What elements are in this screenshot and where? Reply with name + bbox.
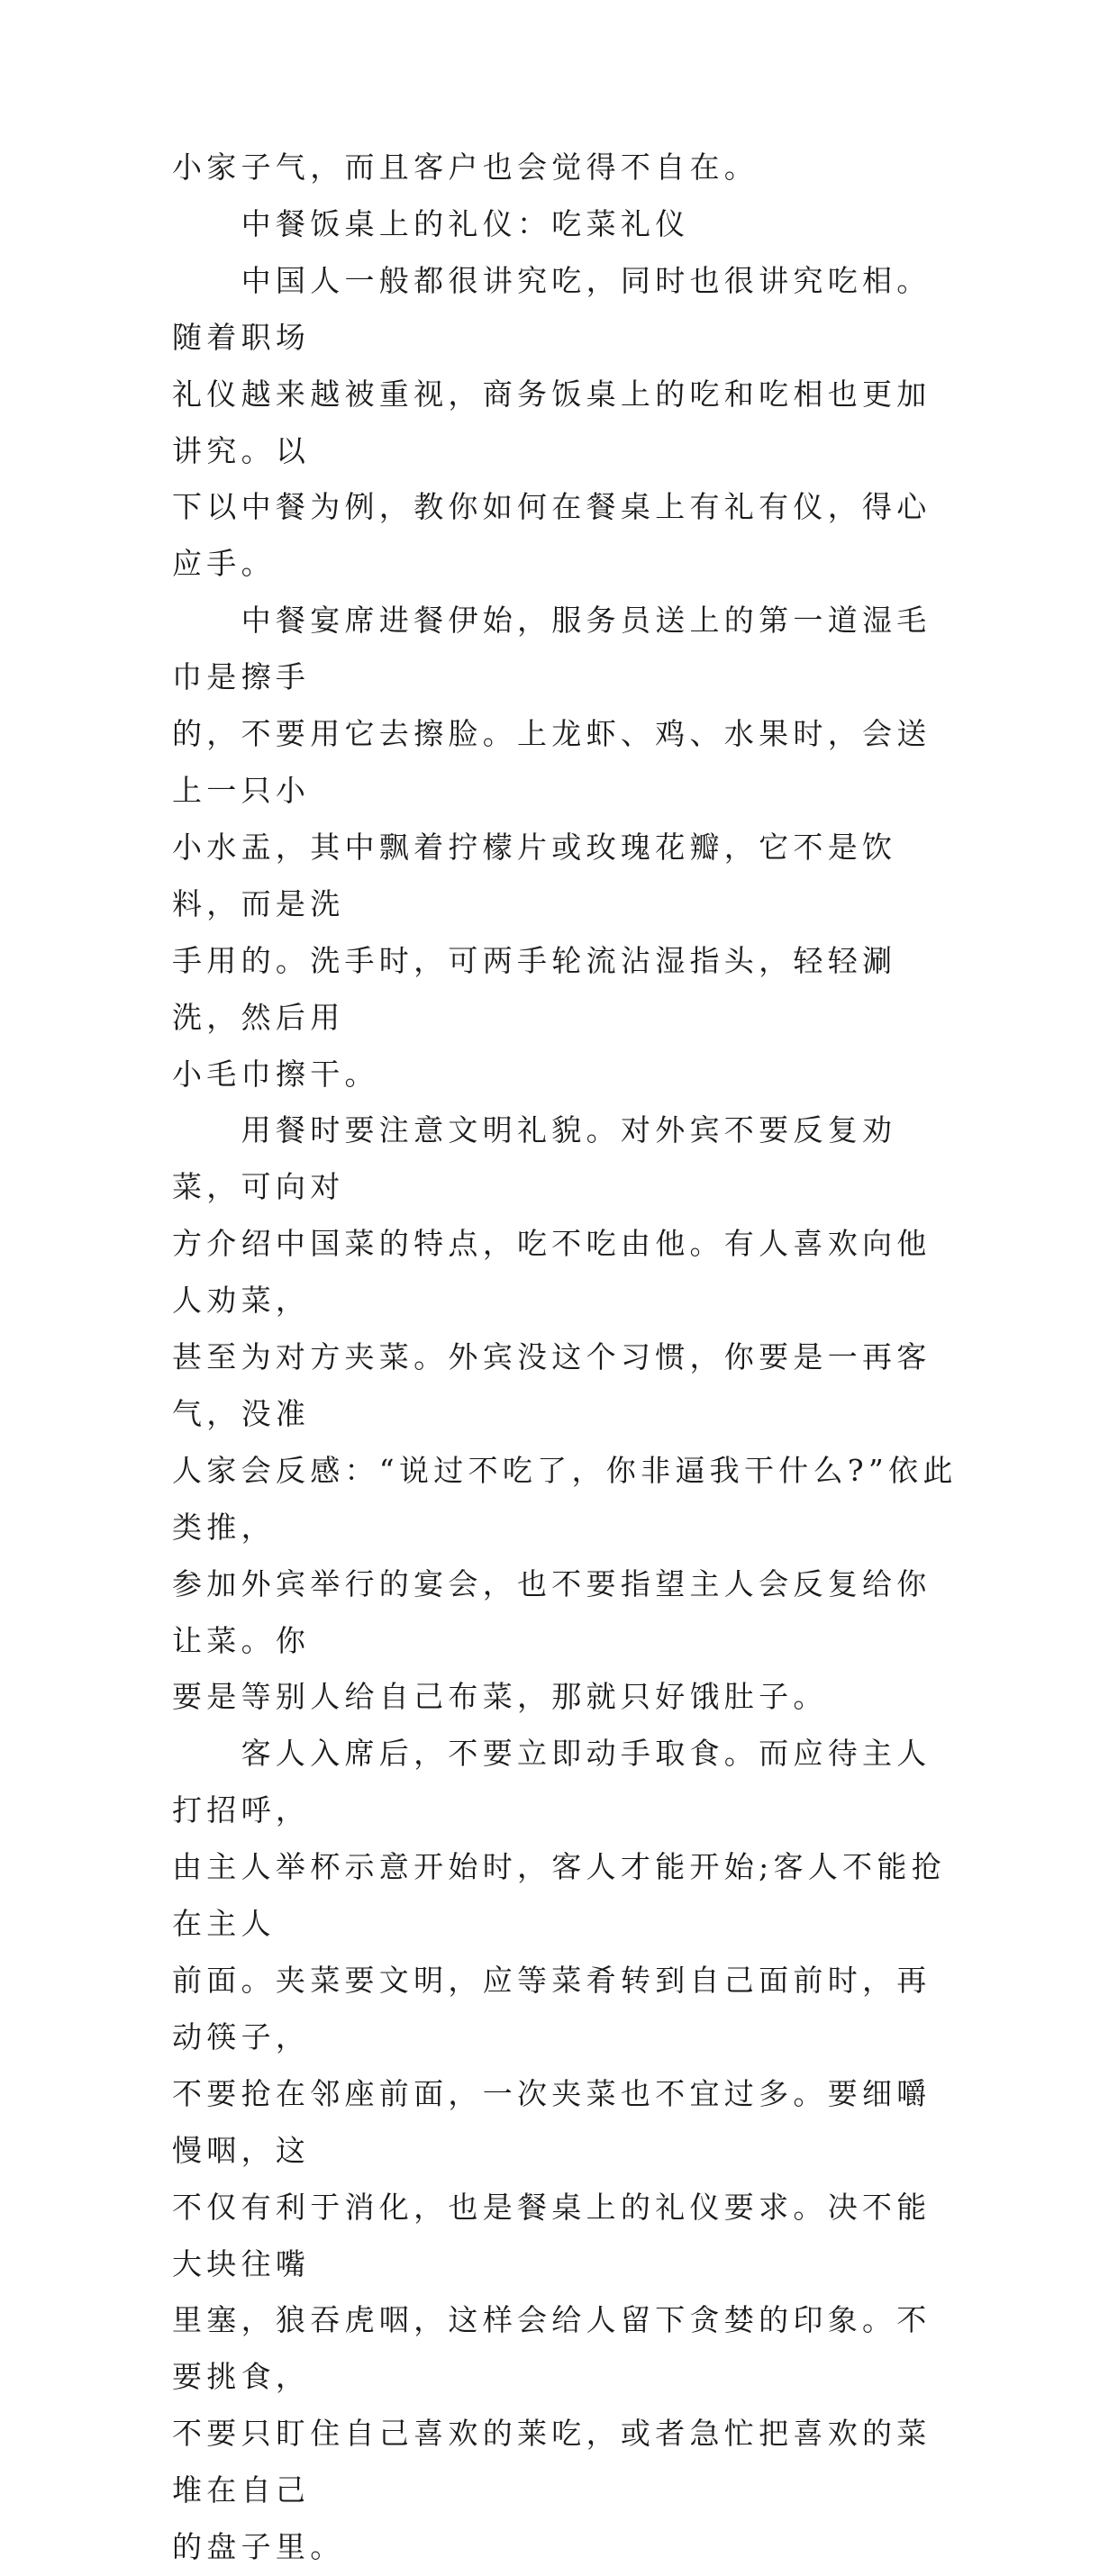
- text-line: 方介绍中国菜的特点，吃不吃由他。有人喜欢向他人劝菜，: [172, 1226, 932, 1319]
- text-line: 下以中餐为例，教你如何在餐桌上有礼有仪，得心应手。: [172, 489, 932, 582]
- text-line: 小毛巾擦干。: [172, 1056, 379, 1092]
- text-line: 小家子气，而且客户也会觉得不自在。: [172, 150, 759, 185]
- text-line: 人家会反感：“说过不吃了，你非逼我干什么?”依此类推，: [172, 1452, 958, 1545]
- text-line: 由主人举杯示意开始时，客人才能开始;客人不能抢在主人: [172, 1849, 947, 1942]
- text-line: 中国人一般都很讲究吃，同时也很讲究吃相。随着职场: [172, 262, 932, 355]
- text-line: 不仅有利于消化，也是餐桌上的礼仪要求。决不能大块往嘴: [172, 2189, 932, 2281]
- text-line: 前面。夹菜要文明，应等菜肴转到自己面前时，再动筷子，: [172, 1963, 932, 2054]
- text-line: 里塞，狼吞虎咽，这样会给人留下贪婪的印象。不要挑食，: [172, 2302, 932, 2395]
- text-line: 礼仪越来越被重视，商务饭桌上的吃和吃相也更加讲究。以: [172, 376, 932, 468]
- text-line: 不要抢在邻座前面，一次夹菜也不宜过多。要细嚼慢咽，这: [172, 2075, 932, 2168]
- text-line: 客人入席后，不要立即动手取食。而应待主人打招呼，: [172, 1736, 932, 1828]
- text-line: 的盘子里。: [172, 2529, 345, 2565]
- text-line: 要是等别人给自己布菜，那就只好饿肚子。: [172, 1679, 828, 1715]
- text-line: 用餐时要注意文明礼貌。对外宾不要反复劝菜，可向对: [172, 1112, 897, 1205]
- text-line: 手用的。洗手时，可两手轮流沾湿指头，轻轻涮洗，然后用: [172, 942, 897, 1035]
- document-body: [172, 140, 958, 2576]
- section-heading: 中餐饭桌上的礼仪：吃菜礼仪: [172, 205, 690, 241]
- text-line: 小水盂，其中飘着拧檬片或玫瑰花瓣，它不是饮料，而是洗: [172, 829, 897, 921]
- text-line: 参加外宾举行的宴会，也不要指望主人会反复给你让菜。你: [172, 1565, 932, 1658]
- text-line: 中餐宴席进餐伊始，服务员送上的第一道湿毛巾是擦手: [172, 603, 932, 695]
- text-line: 甚至为对方夹菜。外宾没这个习惯，你要是一再客气，没准: [172, 1339, 932, 1431]
- text-line: 不要只盯住自己喜欢的莱吃，或者急忙把喜欢的菜堆在自己: [172, 2416, 932, 2508]
- text-line: 的，不要用它去擦脸。上龙虾、鸡、水果时，会送上一只小: [172, 716, 932, 808]
